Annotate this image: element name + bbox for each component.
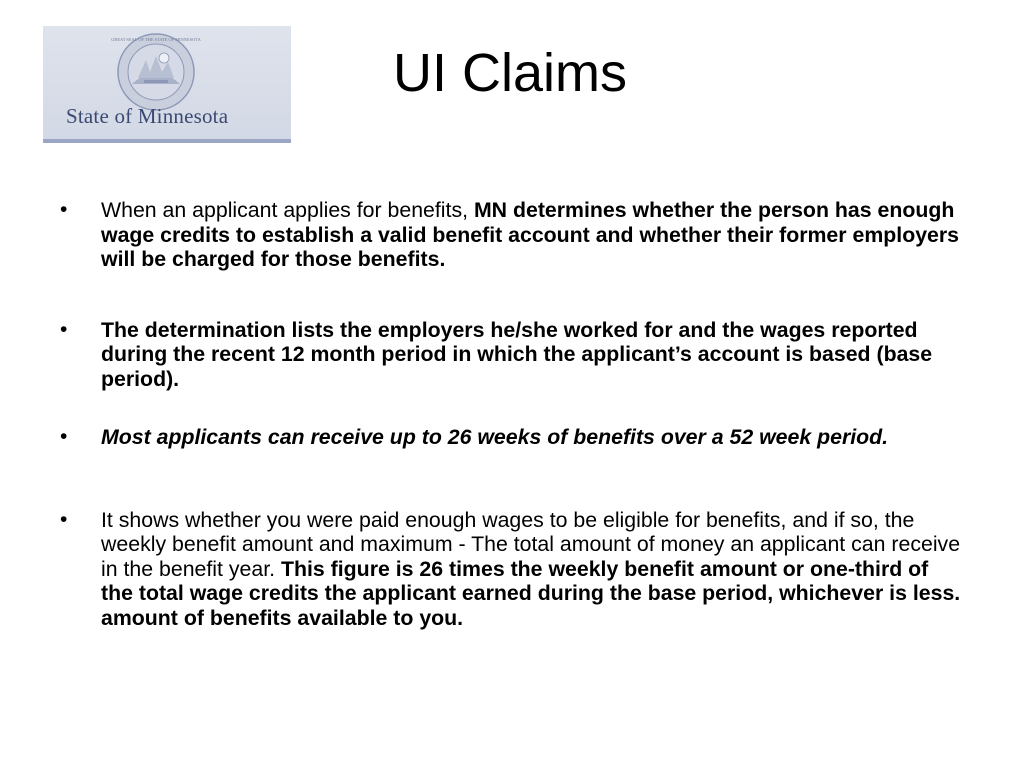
bullet-text-plain: When an applicant applies for benefits, [101,198,474,222]
bullet-text-bold: MN determines whether the person has enough wage credits to establish a valid benefit account and whether their former employers will be charged for those benefits. [101,198,960,271]
bullet-item [60,318,965,392]
bullet-marker: • [60,198,68,221]
bullet-item [60,198,965,272]
bullet-item [60,425,965,450]
bullet-text-bold: The determination lists the employers he/she worked for and the wages reported during the recent 12 month period in which the applicant’s account is based (base period). [101,317,933,391]
bullet-text-bold-italic: Most applicants can receive up to 26 weeks of benefits over a 52 week period. [101,425,889,449]
bullet-text-plain: It shows whether you were paid enough wages to be eligible for benefits, and if so, the weekly benefit amount and maximum - The total amount of money an applicant can receive in the benefit year. [101,507,961,581]
logo-underline [43,139,291,143]
slide-title: UI Claims [392,43,627,103]
bullet-marker: • [60,317,68,341]
bullet-marker: • [60,425,68,448]
bullet-marker: • [60,507,68,531]
seal-ring-text: GREAT SEAL OF THE STATE OF MINNESOTA [111,37,201,42]
bullet-item [60,508,965,631]
bullet-list [60,198,965,630]
state-of-minnesota-logo [43,26,291,143]
bullet-text-bold: This figure is 26 times the weekly benefit amount or one-third of the total wage credits the applicant earned during the base period, whichever is less. amount of benefits available to you. [101,556,961,630]
state-seal-icon [111,32,201,112]
logo-text: State of Minnesota [66,104,229,128]
